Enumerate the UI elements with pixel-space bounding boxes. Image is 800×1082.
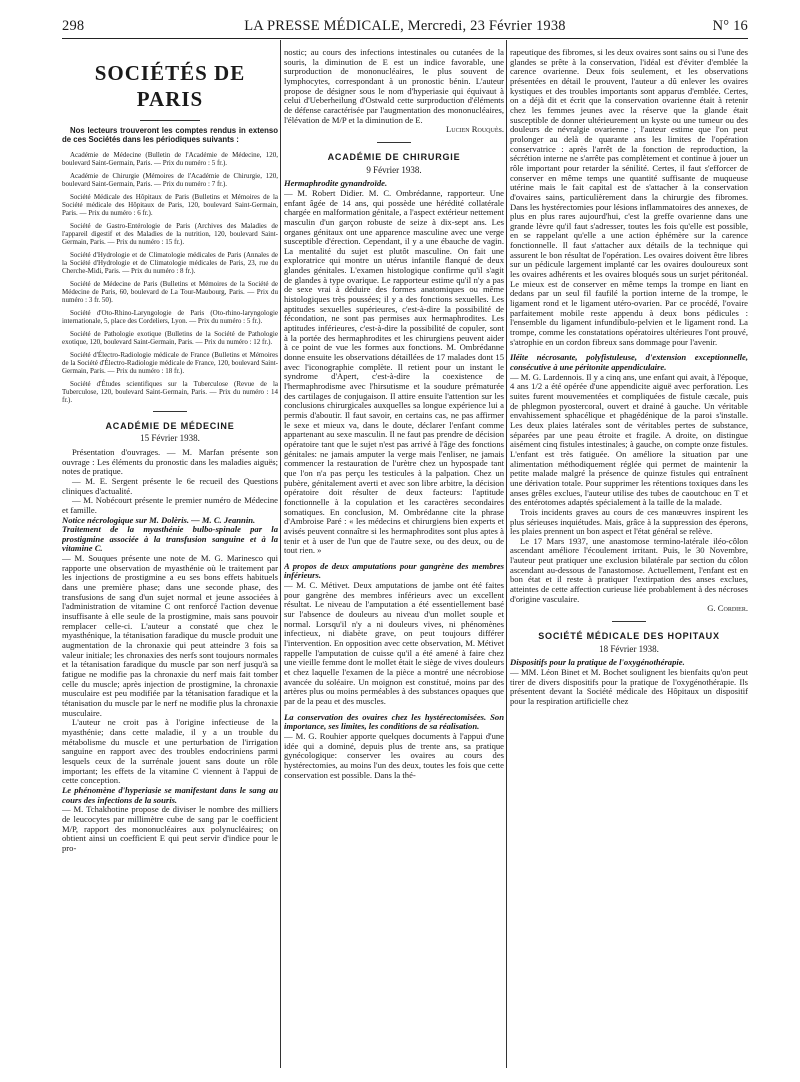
society-entry: Académie de Médecine (Bulletin de l'Académie de Médecine, 120, boulevard Saint-Germain, Paris. — Prix du numéro : 5 fr.). bbox=[62, 150, 278, 167]
paragraph: Le 17 Mars 1937, une anastomose termino-latérale iléo-côlon ascendant améliore l'écoulement irritant. Puis, le 30 Novembre, l'auteur peut pratiquer une exclusion bilatérale par section du côlon ascendant au-dessous de l'anastomose. Actuellement, l'enfant est en bon état et il reste à pratiquer l'extirpation des anses exclues, atteintes de cette affection curieuse liée probablement à des nécroses d'origine vasculaire. bbox=[510, 535, 748, 604]
section-rule bbox=[377, 142, 411, 143]
paragraph: — M. Robert Didier. M. C. Ombrédanne, rapporteur. Une enfant âgée de 14 ans, qui possède une hérédité collatérale chargée en malformation génitale, a l'aspect extérieur nettement masculin d'un garçon robuste de seize à dix-sept ans. Les organes génitaux ont une apparence masculine avec une verge susceptible d'érection. Cependant, il y a une ébauche de vagin. La mentalité du sujet est plutôt masculine. On fait une exploratrice qui montre un utérus infantile flanqué de deux glandes génitales. L'examen histologique confirme qu'il s'agit de glandes à type ovarique. Le rapporteur estime qu'il n'y a pas de sexe vrai à déduire des formes anatomiques ou même histologiques très poussées; il y a des fonctions sexuelles. Les aptitudes sexuelles supérieures, c'est-à-dire la possibilité de fécondation, ne sont pas permises aux hermaphrodites. Les aptitudes inférieures, c'est-à-dire la possibilité de copuler, sont à la portée des hermaphrodites et les chirurgiens peuvent aider à ce point de vue les formes aux fonctions. M. Ombrédanne donne ensuite les observations détaillées de 17 malades dont 15 avec l'iconographie complète. Il retient pour un instant le syndrome d'Apert, c'est-à-dire la coexistence de l'hermaphrodisme avec l'hirsutisme et la soudure prématurée des cartilages de conjugaison. Il attire ensuite l'attention sur les conclusions chirurgicales auxquelles sa longue expérience lui a permis d'aboutir. Il faut savoir, en certains cas, ne pas affirmer le sexe et mieux va, dans le doute, déclarer l'enfant comme appartenant au sexe masculin. Il ne faut pas prendre de décision opératoire tant que le sujet n'est pas arrivé à l'âge des fonctions génitales: ne jamais amputer la verge mais l'enliser, ne jamais commencer la restauration de l'urètre chez un hypospade tant que l'on n'a pas perçu les testicules à la palpation. Chez un pubère, génitalement averti et avec son libre arbitre, la décision opératoire doit résulter de deux facteurs: l'aptitude fonctionnelle à la copulation et les caractères secondaires somatiques. En conclusion, M. Ombrédanne cite la phrase d'Ambroise Paré : « les médecins et chirurgiens bien experts et avisés peuvent connaître si les hermaphrodites sont plus aptes à tenir et à user de l'un que de l'autre sexe, ou des deux, ou de tout rien. » bbox=[284, 187, 504, 556]
paragraph: — M. G. Lardennois. Il y a cinq ans, une enfant qui avait, à l'époque, 4 ans 1/2 a été opérée d'une appendicite aiguë avec perforation. Les suites furent mouvementées et compliquées de fistule cæcale, puis de phlegmon pyostercoral, ouvert et drainé à gauche. Un véritable envahissement sphacélique et phagédénique de la paroi s'installe. Les deux plaies latérales sont de véritables pertes de substance, séparées par une peau étroite et fragile. A droite, on distingue aisément cinq fistules intestinales; à gauche, on compte onze fistules. L'enfant est très fatiguée. On améliore la situation par une alimentation méthodiquement réglée qui permet de maintenir la petite malade malgré la présence de quinze fistules qui entraînent une dérivation totale. Pour supprimer les rétentions toxiques dans les anses grêles exclues, l'auteur utilise des tubes de caoutchouc en T et des entérotomes adaptés spécialement à la taille de la malade. bbox=[510, 371, 748, 508]
society-entry: Société d'Oto-Rhino-Laryngologie de Paris (Oto-rhino-laryngologie internationale, 5, place des Cordeliers, Lyon. — Prix du numéro : 5 fr.). bbox=[62, 308, 278, 325]
society-entry: Société d'Électro-Radiologie médicale de France (Bulletins et Mémoires de la Société d'Électro-Radiologie médicale de France, 120, boulevard Saint-Germain, Paris. — Prix du numéro : 18 fr.). bbox=[62, 350, 278, 375]
column-2 bbox=[284, 48, 504, 780]
paragraph: — M. G. Rouhier apporte quelques documents à l'appui d'une idée qui a dominé, depuis plus de trente ans, sa pratique gynécologique: conserver les ovaires au cours des hystérectomies, au moins l'un des deux, toutes les fois que cette conservation est possible. Dans la thé- bbox=[284, 730, 504, 780]
paragraph: — M. Souques présente une note de M. G. Marinesco qui rapporte une observation de myasthénie où le traitement par les injections de prostigmine a eu ses bons effets habituels dans une première phase; dans une seconde phase, des transfusions de sang d'un sujet normal et jeune associées à l'administration de vitamine C ont renforcé l'action devenue insuffisante à elle seule de la prostigmine, mais sans pouvoir remplacer celle-ci. L'auteur a constaté que chez le myasthénique, la tétanisation faradique du muscle produit une augmentation de la chronaxie qui peut atteindre 3 fois sa valeur initiale; les chronaxies des nerfs sont toujours normales et la tétanisation faradique du muscle par son nerf jusqu'à sa fatigue ne modifie pas la chronaxie du nerf mais fait tomber celle du muscle; après injection de prostigmine, la chronaxie musculaire est peu modifiée par la tétanisation faradique et la tétanisation du muscle par le nerf ne modifie plus la chronaxie musculaire. bbox=[62, 553, 278, 718]
intro-text: Nos lecteurs trouveront les comptes rendus in extenso de ces Sociétés dans les périodiques suivants : bbox=[62, 126, 278, 144]
paragraph: — M. C. Métivet. Deux amputations de jambe ont été faites pour gangrène des membres inférieurs avec un excellent résultat. Le niveau de l'amputation a été essentiellement basé sur l'absence de douleurs au niveau d'un mollet souple et normal. Lorsqu'il n'y a ni douleurs vives, ni phénomènes infectieux, ni diabète grave, on peut toujours différer l'intervention. En opposition avec cette observation, M. Métivet rappelle l'amputation de cuisse qu'il a été amené à faire chez une vieille femme dont le mollet était le siège de vives douleurs et chez laquelle l'examen de la pièce a montré une nécrobiose avancée du soléaire. Un moignon est constitué, moins par des artères plus ou moins perméables à des substances opaques que par de la peau et des muscles. bbox=[284, 580, 504, 706]
society-entry: Académie de Chirurgie (Mémoires de l'Académie de Chirurgie, 120, boulevard Saint-Germain, Paris. — Prix du numéro : 7 fr.). bbox=[62, 171, 278, 188]
society-entry: Société d'Hydrologie et de Climatologie médicales de Paris (Annales de la Société d'Hydrologie et de Climatologie médicales de Paris, 23, rue du Cherche-Midi, Paris. — Prix du numéro : 8 fr.). bbox=[62, 250, 278, 275]
journal-title: LA PRESSE MÉDICALE, Mercredi, 23 Février 1938 bbox=[244, 18, 566, 34]
paragraph: Présentation d'ouvrages. — M. Marfan présente son ouvrage : Les éléments du pronostic dans les maladies aiguës; notes de pratique. bbox=[62, 446, 278, 477]
academy-heading: ACADÉMIE DE MÉDECINE bbox=[105, 420, 235, 431]
article-heading: Notice nécrologique sur M. Dolèris. — M. C. Jeannin. bbox=[62, 514, 256, 525]
society-entry: Société de Médecine de Paris (Bulletins et Mémoires de la Société de Médecine de Paris, 60, boulevard de La Tour-Maubourg, Paris. — Prix du numéro : 3 fr. 50). bbox=[62, 279, 278, 304]
article-heading: Dispositifs pour la pratique de l'oxygénothérapie. bbox=[510, 657, 685, 668]
section-rule bbox=[612, 621, 646, 622]
paragraph: — M. E. Sergent présente le 6e recueil des Questions cliniques d'actualité. bbox=[62, 475, 278, 496]
column-divider bbox=[280, 40, 281, 1068]
society-heading: SOCIÉTÉ MÉDICALE DES HOPITAUX bbox=[538, 631, 720, 642]
paragraph: — M. Tchakhotine propose de diviser le nombre des milliers de leucocytes par millimètre cube de sang par le coefficient M/P, rapport des mononucléaires aux polynucléaires; on obtient ainsi un coefficient E qui peut servir d'indice pour le pro- bbox=[62, 804, 278, 853]
society-entry: Société de Gastro-Entérologie de Paris (Archives des Maladies de l'appareil digestif et des Maladies de la nutrition, 120, boulevard Saint-Germain, Paris. — Prix du numéro : 15 fr.). bbox=[62, 221, 278, 246]
society-entry: Société Médicale des Hôpitaux de Paris (Bulletins et Mémoires de la Société médicale des Hôpitaux de Paris, 120, boulevard Saint-Germain, Paris. — Prix du numéro : 6 fr.). bbox=[62, 192, 278, 217]
paragraph: — M. Nobécourt présente le premier numéro de Médecine et famille. bbox=[62, 495, 278, 515]
section-title: SOCIÉTÉS DE PARIS bbox=[94, 61, 246, 111]
article-heading: Iléite nécrosante, polyfistuleuse, d'extension exceptionnelle, consécutive à une péritonite appendiculaire. bbox=[510, 352, 748, 372]
session-date: 9 Février 1938. bbox=[366, 164, 422, 175]
paragraph: L'auteur ne croit pas à l'origine infectieuse de la myasthénie; dans cette maladie, il y a un trouble du métabolisme du muscle et une perturbation de l'irrigation sanguine en rapport avec des troubles endocriniens parmi lesquels ceux de la surrénale jouent sans doute un rôle important; les effets de la vitamine C viennent à l'appui de cette conception. bbox=[62, 717, 278, 786]
page-number: 298 bbox=[62, 18, 85, 34]
page-header bbox=[62, 18, 748, 38]
paragraph: nostic; au cours des infections intestinales ou cutanées de la souris, la diminution de E est un indice favorable, une surproduction de mononucléaires, le plus souvent de lymphocytes, correspondant à un pronostic bénin. L'auteur propose de désigner sous le nom d'hyperiasie qui équivaut à celui d'Ueberheilung d'Ostwald cette surproduction d'éléments de défense caractérisée par l'augmentation des mononucléaires, l'élévation de M/P et la diminution de E. bbox=[284, 48, 504, 125]
section-rule bbox=[153, 411, 187, 412]
column-3 bbox=[510, 48, 748, 707]
article-heading: La conservation des ovaires chez les hystérectomisées. Son importance, ses limites, les conditions de sa réalisation. bbox=[284, 711, 504, 732]
paragraph: Trois incidents graves au cours de ces manœuvres inspirent les plus sérieuses inquiétudes. Mais, grâce à la suppression des éperons, les plaies prennent un bon aspect et l'état général se relève. bbox=[510, 506, 748, 537]
issue-number: N° 16 bbox=[712, 18, 748, 34]
author-signature: G. Cordier. bbox=[707, 603, 748, 614]
society-entry: Société de Pathologie exotique (Bulletins de la Société de Pathologie exotique, 120, boulevard Saint-Germain, Paris. — Prix du numéro : 12 fr.). bbox=[62, 329, 278, 346]
session-date: 18 Février 1938. bbox=[599, 643, 659, 654]
title-rule bbox=[140, 120, 200, 121]
session-date: 15 Février 1938. bbox=[140, 433, 200, 444]
paragraph: rapeutique des fibromes, si les deux ovaires sont sains ou si l'une des glandes se prête à la conservation, l'idéal est d'éviter d'emblée la carence ovarienne. Deux fois seulement, et les observations présentées en détail le prouvent, l'auteur a dû enlever les ovaires kystiques et des troubles importants sont apparus d'emblée. Certes, on a déjà dit et écrit que la conservation ovarienne était à retenir chez les femmes jeunes avec la réserve que la glande était susceptible de donner ultérieurement un kyste ou une tumeur ou des douleurs de névralgie ovarienne ; l'auteur estime que l'on peut prolonger au delà de quarante ans les limites de l'opération conservatrice : après l'arrêt de la fonction de reproduction, la sécrétion interne ne s'arrête pas complètement et continue à jouer un rôle important pour retarder la sénilité. Certes, il faut s'efforcer de conserver en même temps une quantité suffisante de muqueuse utérine mais le fait capital est de s'attacher à la conservation d'ovaires sains, particulièrement dans la chirurgie des fibromes. Dans les hystérectomies pour lésions inflammatoires des annexes, de plus en plus rares aujourd'hui, c'est la greffe ovarienne dans une grande lèvre qu'il faut s'adresser, toutes les fois qu'elle est possible, en se rappelant qu'elle a une action éphémère sur la carence fonctionnelle. Il faut s'attacher aux détails de la technique qui assurent le bon résultat de l'opération. Les ovaires doivent être libres sur un pédicule largement implanté car les ovaires douloureux sont les ovaires adhérents et les ovaires bloqués sous un surjet péritonéal. Le mieux est de conserver en même temps la trompe en liant en dedans par un seul fil faufilé la portion interne de la trompe, le ligament rond et le ligament utéro-ovarien. Par ce procédé, l'ovaire parfaitement mobile reste appendu à deux bons pédicules : l'ensemble du ligament infundibulo-pelvien et le ligament rond. La trompe, comme les constatations opératoires ultérieures l'ont prouvé, s'atrophie en un cordon fibreux sans dommage pour l'avenir. bbox=[510, 48, 748, 347]
paragraph: — MM. Léon Binet et M. Bochet soulignent les bienfaits qu'on peut tirer de divers dispositifs pour la pratique de l'oxygénothérapie. Ils présentent devant la Société médicale des Hôpitaux un dispositif pour la respiration artificielle chez bbox=[510, 667, 748, 706]
academy-heading: ACADÉMIE DE CHIRURGIE bbox=[327, 151, 461, 162]
article-heading: Hermaphrodite gynandroïde. bbox=[284, 178, 388, 189]
header-rule bbox=[62, 38, 748, 39]
article-heading: A propos de deux amputations pour gangrène des membres inférieurs. bbox=[284, 560, 504, 581]
article-heading: Traitement de la myasthénie bulbo-spinale par la prostigmine associée à la transfusion sanguine et à la vitamine C. bbox=[62, 524, 278, 554]
column-1 bbox=[62, 48, 278, 853]
society-entry: Société d'Études scientifiques sur la Tuberculose (Revue de la Tuberculose, 120, boulevard Saint-Germain, Paris. — Prix du numéro : 14 fr.). bbox=[62, 379, 278, 404]
author-signature: Lucien Rouquès. bbox=[446, 124, 504, 135]
article-heading: Le phénomène d'hyperiasie se manifestant dans le sang au cours des infections de la souris. bbox=[62, 784, 278, 805]
column-divider bbox=[506, 40, 507, 1068]
